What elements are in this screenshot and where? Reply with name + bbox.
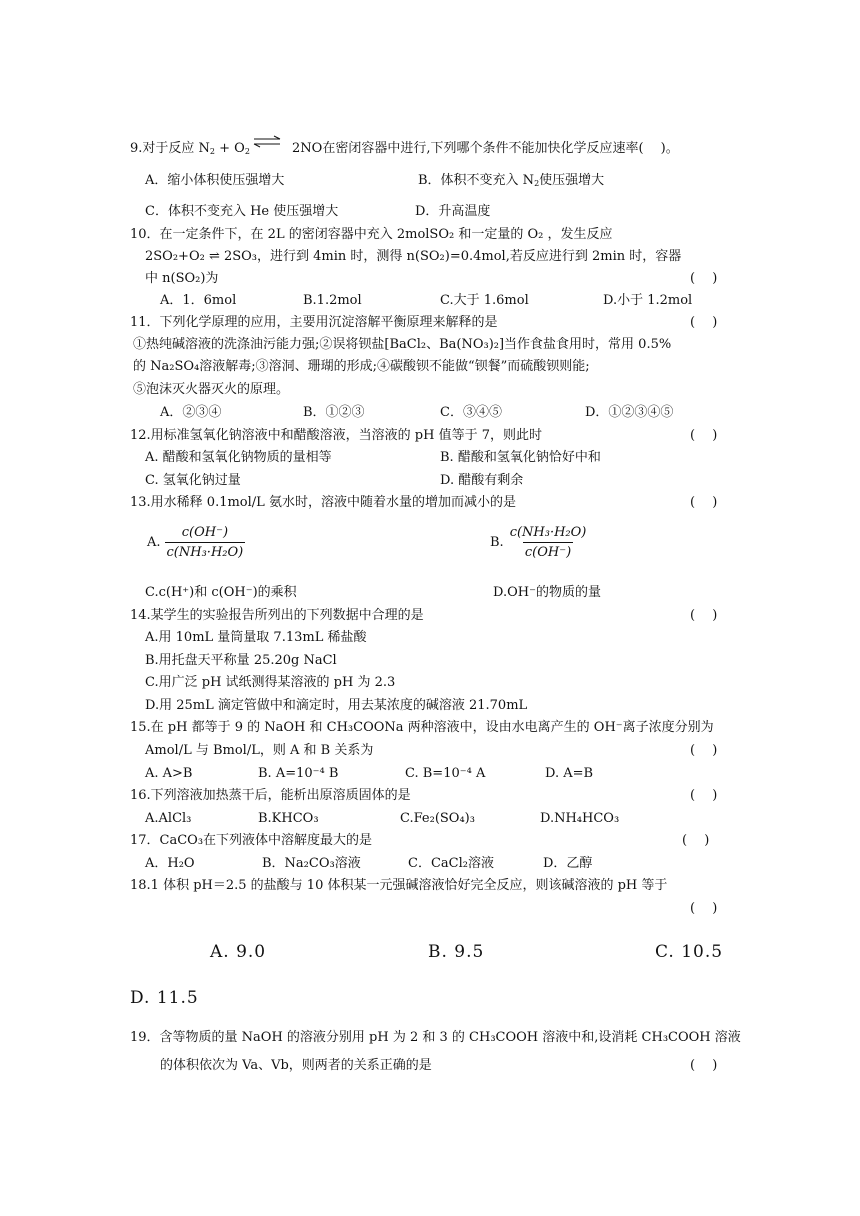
q14-option-c: C.用广泛 pH 试纸测得某溶液的 pH 为 2.3 <box>145 675 396 690</box>
q14-option-a: A.用 10mL 量筒量取 7.13mL 稀盐酸 <box>145 630 367 645</box>
q15-line-2: Amol/L 与 Bmol/L，则 A 和 B 关系为 <box>145 743 374 758</box>
q10-line-1: 10．在一定条件下，在 2L 的密闭容器中充入 2molSO₂ 和一定量的 O₂ ，发生反应 <box>130 227 613 242</box>
q10-option-c: C.大于 1.6mol <box>440 293 529 308</box>
q13-option-c: C.c(H⁺)和 c(OH⁻)的乘积 <box>145 585 297 600</box>
q13-line-1: 13.用水稀释 0.1mol/L 氨水时，溶液中随着水量的增加而减小的是 <box>130 495 516 510</box>
q15-option-d: D. A=B <box>545 766 594 781</box>
q15-line-1: 15.在 pH 都等于 9 的 NaOH 和 CH₃COONa 两种溶液中，设由水电离产生的 OH⁻离子浓度分别为 <box>130 720 714 735</box>
q19-line-1: 19．含等物质的量 NaOH 的溶液分别用 pH 为 2 和 3 的 CH₃COOH 溶液中和,设消耗 CH₃COOH 溶液 <box>130 1030 741 1045</box>
q16-line-1: 16.下列溶液加热蒸干后，能析出原溶质固体的是 <box>130 788 411 803</box>
q11-option-a: A．②③④ <box>160 405 222 420</box>
q10-line-3: 中 n(SO₂)为 <box>145 271 219 286</box>
q9-option-d: D．升高温度 <box>415 204 491 219</box>
q18-answer-paren: ( ) <box>690 901 718 916</box>
q14-line-1: 14.某学生的实验报告所列出的下列数据中合理的是 <box>130 608 424 623</box>
q15-answer-paren: ( ) <box>690 743 718 758</box>
q10-option-a: A．1．6mol <box>160 293 237 308</box>
q18-option-c: C. 10.5 <box>655 942 724 962</box>
q9-option-b: B．体积不变充入 $N_2$使压强增大 <box>418 173 605 188</box>
q10-option-b: B.1.2mol <box>303 293 362 308</box>
q15-option-b: B. A=10⁻⁴ B <box>258 766 339 781</box>
q17-line-1: 17．CaCO₃在下列液体中溶解度最大的是 <box>130 833 373 848</box>
q16-option-d: D.NH₄HCO₃ <box>540 811 620 826</box>
equilibrium-arrow-icon <box>252 135 282 149</box>
q9-stem-rest: 2NO在密闭容器中进行,下列哪个条件不能加快化学反应速率( )。 <box>292 141 679 156</box>
q17-option-c: C．CaCl₂溶液 <box>408 856 494 871</box>
q13-a-numerator: c(OH⁻) <box>181 525 229 540</box>
q10-line-2: 2SO₂+O₂ ⇌ 2SO₃，进行到 4min 时，测得 n(SO₂)=0.4mol,若反应进行到 2min 时，容器 <box>145 249 682 264</box>
q12-option-a: A. 醋酸和氢氧化钠物质的量相等 <box>145 450 332 465</box>
q13-b-numerator: c(NH₃·H₂O) <box>509 525 587 540</box>
q11-option-d: D．①②③④⑤ <box>585 405 674 420</box>
q11-line-2: ①热纯碱溶液的洗涤油污能力强;②误将钡盐[BaCl₂、Ba(NO₃)₂]当作食盐食用时，常用 0.5% <box>133 337 672 352</box>
q12-option-b: B. 醋酸和氢氧化钠恰好中和 <box>440 450 601 465</box>
q19-answer-paren: ( ) <box>690 1058 718 1073</box>
q18-option-d: D. 11.5 <box>130 988 199 1008</box>
q13-option-a: A. $\frac{c(OH^-)}{\text{c(NH₃·H₂O)}}$ <box>147 525 244 560</box>
q9-stem: 9.对于反应 $N_2 + O_2$ <box>130 141 250 156</box>
q10-answer-paren: ( ) <box>690 271 718 286</box>
q15-option-c: C. B=10⁻⁴ A <box>405 766 486 781</box>
q17-option-d: D．乙醇 <box>543 856 593 871</box>
q11-line-3: 的 Na₂SO₄溶液解毒;③溶洞、珊瑚的形成;④碳酸钡不能做“钡餐”而硫酸钡则能; <box>133 359 590 374</box>
q17-option-a: A．H₂O <box>145 856 195 871</box>
q18-line-1: 18.1 体积 pH＝2.5 的盐酸与 10 体积某一元强碱溶液恰好完全反应，则该碱溶液的 pH 等于 <box>130 878 668 893</box>
q16-answer-paren: ( ) <box>690 788 718 803</box>
q11-option-c: C．③④⑤ <box>440 405 502 420</box>
q14-option-b: B.用托盘天平称量 25.20g NaCl <box>145 653 337 668</box>
q17-option-b: B．Na₂CO₃溶液 <box>262 856 361 871</box>
q9-option-a: A．缩小体积使压强增大 <box>145 173 285 188</box>
q10-option-d: D.小于 1.2mol <box>603 293 693 308</box>
q11-line-4: ⑤泡沫灭火器灭火的原理。 <box>133 382 290 397</box>
q16-option-b: B.KHCO₃ <box>258 811 319 826</box>
q9-option-c: C．体积不变充入 He 使压强增大 <box>145 204 339 219</box>
q19-line-2: 的体积依次为 Va、Vb，则两者的关系正确的是 <box>160 1058 432 1073</box>
q14-answer-paren: ( ) <box>690 608 718 623</box>
q17-answer-paren: ( ) <box>682 833 710 848</box>
q18-option-b: B. 9.5 <box>428 942 485 962</box>
q12-line-1: 12.用标准氢氧化钠溶液中和醋酸溶液，当溶液的 pH 值等于 7，则此时 <box>130 428 543 443</box>
q13-answer-paren: ( ) <box>690 495 718 510</box>
q11-option-b: B．①②③ <box>303 405 365 420</box>
q13-b-denominator: c(OH⁻) <box>523 542 573 560</box>
q12-option-d: D. 醋酸有剩余 <box>440 473 524 488</box>
q15-option-a: A. A>B <box>145 766 193 781</box>
q11-line-1: 11．下列化学原理的应用，主要用沉淀溶解平衡原理来解释的是 <box>130 315 498 330</box>
q12-option-c: C. 氢氧化钠过量 <box>145 473 241 488</box>
q16-option-c: C.Fe₂(SO₄)₃ <box>400 811 475 826</box>
q16-option-a: A.AlCl₃ <box>145 811 192 826</box>
q13-option-d: D.OH⁻的物质的量 <box>493 585 601 600</box>
q14-option-d: D.用 25mL 滴定管做中和滴定时，用去某浓度的碱溶液 21.70mL <box>145 698 528 713</box>
q13-option-b: B. $\frac{\text{c(NH₃·H₂O)}}{c(OH^-)}$ <box>490 525 587 560</box>
q13-a-denominator: c(NH₃·H₂O) <box>165 542 246 560</box>
q18-option-a: A. 9.0 <box>210 942 267 962</box>
q12-answer-paren: ( ) <box>690 428 718 443</box>
q11-answer-paren: ( ) <box>690 315 718 330</box>
